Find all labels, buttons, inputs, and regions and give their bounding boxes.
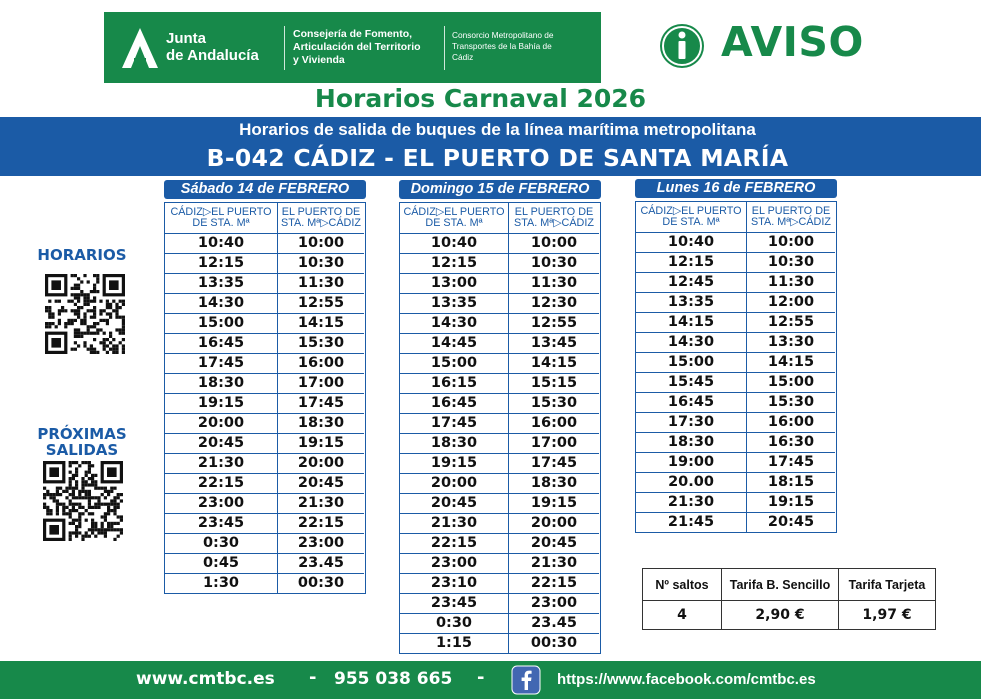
day-title: Lunes 16 de FEBRERO [635, 179, 837, 198]
junta-logo-banner [104, 12, 601, 83]
table-row [165, 513, 364, 533]
qr-code-icon[interactable] [45, 274, 125, 354]
departure-puerto: 20:00 [530, 515, 578, 531]
table-row [400, 613, 599, 633]
consorcio-line2: Transportes de la Bahía de [452, 41, 552, 51]
dept-line3: y Vivienda [293, 54, 345, 66]
departure-cadiz: 13:00 [400, 274, 509, 293]
table-row [165, 413, 364, 433]
departure-puerto: 20:45 [530, 535, 578, 551]
table-row [636, 312, 835, 332]
departure-cadiz: 23:00 [165, 494, 278, 513]
table-row [165, 333, 364, 353]
departure-cadiz: 22:15 [165, 474, 278, 493]
departure-puerto: 20:45 [297, 475, 345, 491]
aviso-label: AVISO [721, 18, 864, 66]
table-row [165, 273, 364, 293]
departure-puerto: 14:15 [297, 315, 345, 331]
departure-puerto: 16:30 [767, 434, 815, 450]
table-row [165, 233, 364, 253]
column-header-puerto-cadiz [278, 203, 364, 233]
footer-separator: - [309, 667, 317, 688]
departure-cadiz: 20:00 [165, 414, 278, 433]
departure-cadiz: 19:15 [165, 394, 278, 413]
table-row [636, 252, 835, 272]
day-title: Sábado 14 de FEBRERO [164, 180, 366, 199]
departure-cadiz: 1:30 [165, 574, 278, 593]
departure-cadiz: 0:45 [165, 554, 278, 573]
departure-cadiz: 15:00 [165, 314, 278, 333]
departure-cadiz: 21:45 [636, 513, 747, 532]
table-row [400, 553, 599, 573]
departure-puerto: 11:30 [530, 275, 578, 291]
fare-value-sencillo: 2,90 € [722, 601, 839, 629]
departure-cadiz: 23:00 [400, 554, 509, 573]
departure-puerto: 10:30 [297, 255, 345, 271]
proximas-salidas-label [20, 426, 144, 458]
departure-puerto: 10:30 [530, 255, 578, 271]
departure-puerto: 17:00 [530, 435, 578, 451]
table-row [400, 593, 599, 613]
departure-cadiz: 14:30 [165, 294, 278, 313]
table-row [400, 433, 599, 453]
table-row [636, 352, 835, 372]
departure-puerto: 23:00 [297, 535, 345, 551]
departure-puerto: 17:45 [297, 395, 345, 411]
logo-line2: de Andalucía [166, 47, 259, 64]
departure-cadiz: 18:30 [400, 434, 509, 453]
departure-cadiz: 14:15 [636, 313, 747, 332]
table-row [636, 472, 835, 492]
departure-cadiz: 20:00 [400, 474, 509, 493]
departure-cadiz: 17:30 [636, 413, 747, 432]
departure-cadiz: 20:45 [400, 494, 509, 513]
consorcio-name [452, 30, 553, 63]
departure-cadiz: 23:45 [165, 514, 278, 533]
departure-puerto: 22:15 [297, 515, 345, 531]
column-header-cadiz-puerto [400, 203, 509, 233]
table-row [165, 313, 364, 333]
fare-header-saltos: Nº saltos [643, 569, 722, 601]
table-row [400, 293, 599, 313]
departure-puerto: 10:00 [530, 235, 578, 251]
fares-table [642, 568, 936, 630]
departure-cadiz: 13:35 [636, 293, 747, 312]
departure-puerto: 13:45 [530, 335, 578, 351]
departure-puerto: 18:15 [767, 474, 815, 490]
departure-puerto: 22:15 [530, 575, 578, 591]
departure-cadiz: 21:30 [636, 493, 747, 512]
route-name: B-042 CÁDIZ - EL PUERTO DE SANTA MARÍA [206, 144, 789, 172]
footer-bar [0, 661, 981, 699]
column-header-puerto-cadiz [747, 202, 835, 232]
col-header-line: STA. Mª▷CÁDIZ [514, 217, 594, 229]
departure-puerto: 21:30 [530, 555, 578, 571]
col-header-line: DE STA. Mª [662, 216, 720, 228]
logo-line1: Junta [166, 30, 207, 47]
facebook-link[interactable]: https://www.facebook.com/cmtbc.es [557, 671, 816, 688]
consorcio-line3: Cádiz [452, 52, 474, 62]
table-row [636, 412, 835, 432]
col-header-line: DE STA. Mª [425, 217, 483, 229]
departure-puerto: 12:55 [297, 295, 345, 311]
departure-cadiz: 13:35 [400, 294, 509, 313]
table-row [636, 372, 835, 392]
departure-puerto: 10:30 [767, 254, 815, 270]
table-row [400, 473, 599, 493]
col-header-line: EL PUERTO DE [514, 206, 594, 218]
route-subtitle: Horarios de salida de buques de la línea marítima metropolitana [239, 120, 756, 139]
departure-cadiz: 16:45 [636, 393, 747, 412]
departure-cadiz: 21:30 [165, 454, 278, 473]
fare-header-sencillo: Tarifa B. Sencillo [722, 569, 839, 601]
departure-puerto: 11:30 [767, 274, 815, 290]
departure-puerto: 16:00 [767, 414, 815, 430]
table-row [636, 512, 835, 532]
table-row [400, 353, 599, 373]
departure-puerto: 17:45 [767, 454, 815, 470]
departure-puerto: 23:00 [530, 595, 578, 611]
table-row [636, 332, 835, 352]
departure-cadiz: 17:45 [400, 414, 509, 433]
qr-code-icon[interactable] [43, 461, 123, 541]
departure-puerto: 19:15 [297, 435, 345, 451]
departure-puerto: 16:00 [297, 355, 345, 371]
department-name [293, 28, 421, 67]
table-row [636, 452, 835, 472]
table-row [636, 272, 835, 292]
col-header-line: STA. Mª▷CÁDIZ [281, 217, 361, 229]
table-row [165, 353, 364, 373]
route-banner [0, 117, 981, 176]
departure-cadiz: 19:15 [400, 454, 509, 473]
departure-cadiz: 10:40 [165, 234, 278, 253]
departure-cadiz: 15:45 [636, 373, 747, 392]
table-row [165, 533, 364, 553]
departure-cadiz: 20:45 [165, 434, 278, 453]
departure-cadiz: 0:30 [400, 614, 509, 633]
column-header-cadiz-puerto [165, 203, 278, 233]
departure-puerto: 21:30 [297, 495, 345, 511]
departure-cadiz: 12:15 [636, 253, 747, 272]
departure-puerto: 12:30 [530, 295, 578, 311]
table-row [636, 392, 835, 412]
column-header-puerto-cadiz [509, 203, 599, 233]
departure-cadiz: 20.00 [636, 473, 747, 492]
departure-cadiz: 18:30 [165, 374, 278, 393]
departure-puerto: 23.45 [531, 615, 577, 631]
consorcio-line1: Consorcio Metropolitano de [452, 30, 554, 40]
table-row [165, 373, 364, 393]
departure-puerto: 15:00 [767, 374, 815, 390]
departure-puerto: 12:55 [530, 315, 578, 331]
table-row [636, 232, 835, 252]
website-link[interactable]: www.cmtbc.es [136, 669, 275, 689]
page-title: Horarios Carnaval 2026 [314, 84, 647, 113]
departure-cadiz: 15:00 [636, 353, 747, 372]
departure-cadiz: 17:45 [165, 354, 278, 373]
proximas-line2: SALIDAS [45, 441, 119, 459]
table-row [165, 293, 364, 313]
column-header-cadiz-puerto [636, 202, 747, 232]
table-row [400, 273, 599, 293]
table-row [165, 253, 364, 273]
departure-puerto: 10:00 [297, 235, 345, 251]
table-row [165, 553, 364, 573]
day-title: Domingo 15 de FEBRERO [399, 180, 601, 199]
table-row [400, 513, 599, 533]
table-row [165, 493, 364, 513]
table-row [400, 233, 599, 253]
departure-puerto: 20:00 [297, 455, 345, 471]
schedule-grid [164, 202, 366, 594]
departure-puerto: 15:30 [530, 395, 578, 411]
col-header-line: STA. Mª▷CÁDIZ [751, 216, 831, 228]
departure-puerto: 20:45 [767, 514, 815, 530]
table-row [400, 373, 599, 393]
col-header-line: EL PUERTO DE [751, 205, 831, 217]
departure-puerto: 18:30 [530, 475, 578, 491]
departure-cadiz: 21:30 [400, 514, 509, 533]
departure-puerto: 14:15 [530, 355, 578, 371]
departure-puerto: 11:30 [297, 275, 345, 291]
table-row [400, 333, 599, 353]
departure-puerto: 13:30 [767, 334, 815, 350]
departure-cadiz: 10:40 [400, 234, 509, 253]
fare-header-tarjeta: Tarifa Tarjeta [839, 569, 935, 601]
departure-cadiz: 16:45 [400, 394, 509, 413]
departure-puerto: 14:15 [767, 354, 815, 370]
departure-cadiz: 23:10 [400, 574, 509, 593]
departure-puerto: 15:30 [297, 335, 345, 351]
departure-puerto: 17:00 [297, 375, 345, 391]
departure-cadiz: 12:45 [636, 273, 747, 292]
departure-puerto: 15:15 [530, 375, 578, 391]
departure-puerto: 00:30 [297, 575, 345, 591]
table-row [165, 573, 364, 593]
table-row [165, 433, 364, 453]
departure-cadiz: 16:45 [165, 334, 278, 353]
departure-puerto: 12:55 [767, 314, 815, 330]
departure-cadiz: 13:35 [165, 274, 278, 293]
logo-divider-2 [444, 26, 445, 70]
departure-puerto: 19:15 [530, 495, 578, 511]
table-row [400, 453, 599, 473]
table-row [400, 633, 599, 653]
departure-cadiz: 1:15 [400, 634, 509, 653]
facebook-icon[interactable] [511, 665, 541, 695]
departure-cadiz: 22:15 [400, 534, 509, 553]
departure-cadiz: 12:15 [400, 254, 509, 273]
col-header-line: CÁDIZ▷EL PUERTO [403, 206, 505, 218]
table-row [400, 493, 599, 513]
info-icon [659, 23, 705, 69]
table-row [165, 453, 364, 473]
departure-puerto: 00:30 [530, 635, 578, 651]
table-row [400, 573, 599, 593]
table-row [400, 393, 599, 413]
proximas-line1: PRÓXIMAS [37, 425, 127, 443]
phone-number[interactable]: 955 038 665 [334, 669, 453, 689]
departure-puerto: 23.45 [298, 555, 344, 571]
departure-cadiz: 15:00 [400, 354, 509, 373]
logo-divider [284, 26, 285, 70]
departure-puerto: 18:30 [297, 415, 345, 431]
horarios-label: HORARIOS [37, 246, 127, 264]
table-row [400, 533, 599, 553]
departure-puerto: 16:00 [530, 415, 578, 431]
table-row [400, 313, 599, 333]
departure-cadiz: 12:15 [165, 254, 278, 273]
departure-cadiz: 10:40 [636, 233, 747, 252]
table-row [636, 292, 835, 312]
footer-separator-2: - [477, 667, 485, 688]
table-row [165, 393, 364, 413]
logo-name [166, 30, 259, 64]
departure-puerto: 19:15 [767, 494, 815, 510]
dept-line2: Articulación del Territorio [293, 41, 421, 53]
junta-andalucia-logo-icon [118, 26, 162, 70]
table-row [400, 253, 599, 273]
departure-puerto: 15:30 [767, 394, 815, 410]
fare-value-tarjeta: 1,97 € [862, 607, 912, 623]
col-header-line: CÁDIZ▷EL PUERTO [170, 206, 272, 218]
schedule-grid [635, 201, 837, 533]
departure-puerto: 10:00 [767, 234, 815, 250]
departure-cadiz: 14:45 [400, 334, 509, 353]
departure-cadiz: 0:30 [165, 534, 278, 553]
col-header-line: EL PUERTO DE [281, 206, 361, 218]
dept-line1: Consejería de Fomento, [293, 28, 413, 40]
departure-cadiz: 23:45 [400, 594, 509, 613]
departure-puerto: 17:45 [530, 455, 578, 471]
col-header-line: CÁDIZ▷EL PUERTO [640, 205, 742, 217]
departure-cadiz: 14:30 [400, 314, 509, 333]
table-row [636, 432, 835, 452]
departure-cadiz: 18:30 [636, 433, 747, 452]
table-row [400, 413, 599, 433]
table-row [165, 473, 364, 493]
departure-cadiz: 14:30 [636, 333, 747, 352]
fare-value-saltos: 4 [643, 601, 722, 629]
table-row [636, 492, 835, 512]
col-header-line: DE STA. Mª [192, 217, 250, 229]
departure-puerto: 12:00 [767, 294, 815, 310]
schedule-grid [399, 202, 601, 654]
departure-cadiz: 19:00 [636, 453, 747, 472]
departure-cadiz: 16:15 [400, 374, 509, 393]
